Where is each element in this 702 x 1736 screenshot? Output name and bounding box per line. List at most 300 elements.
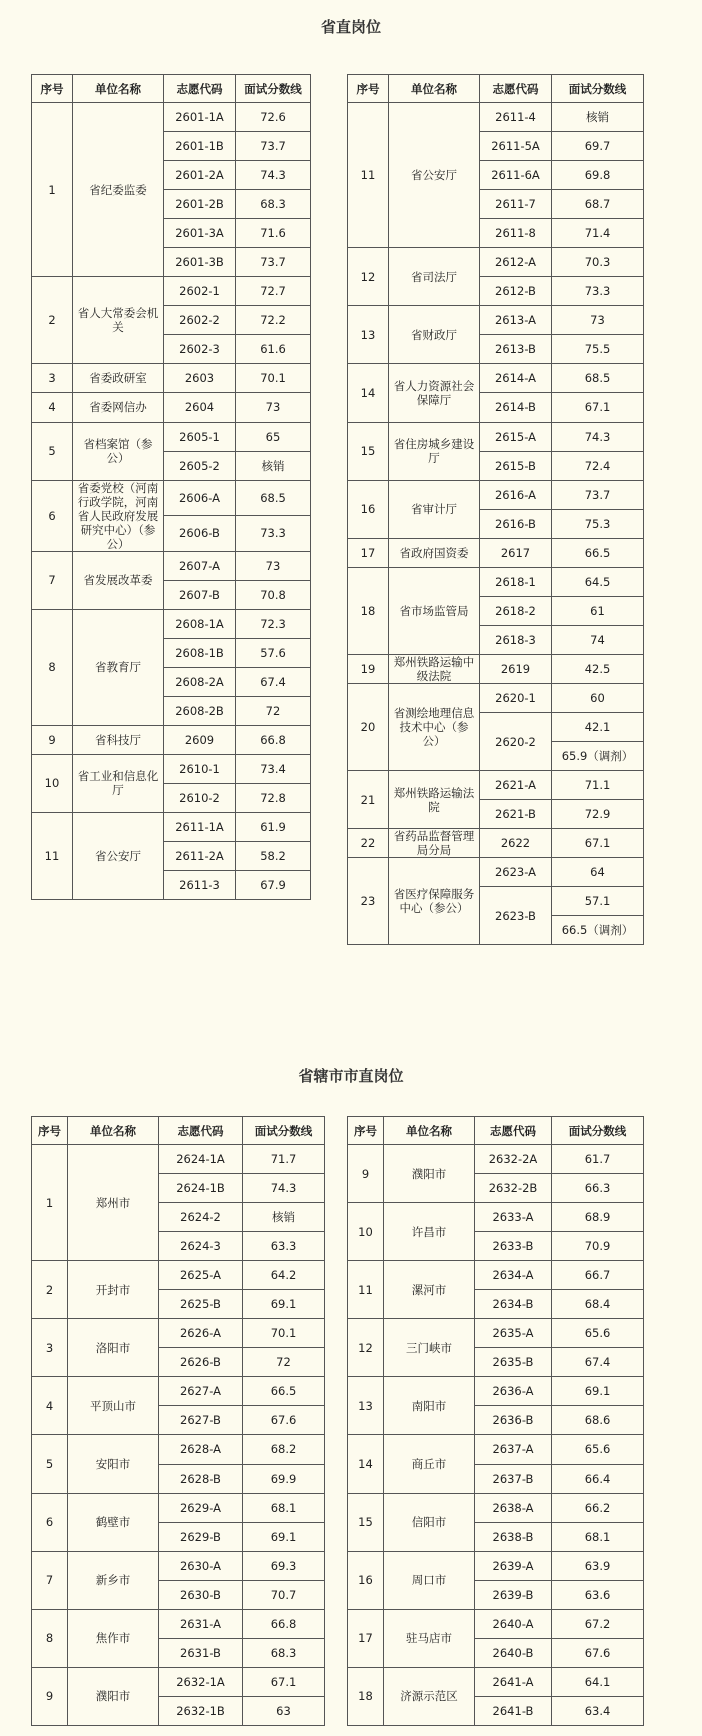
unit-name: 安阳市 xyxy=(68,1435,159,1493)
code-cell: 2639-A xyxy=(475,1551,552,1580)
header-unit: 单位名称 xyxy=(68,1117,159,1145)
score-cell: 68.6 xyxy=(552,1406,644,1435)
table-row xyxy=(32,609,311,638)
row-number: 2 xyxy=(32,1261,68,1319)
code-cell: 2641-B xyxy=(475,1696,552,1725)
code-cell: 2627-A xyxy=(159,1377,243,1406)
code-cell: 2625-A xyxy=(159,1261,243,1290)
row-number: 22 xyxy=(348,829,389,858)
section1-title: 省直岗位 xyxy=(320,18,381,36)
unit-name: 省教育厅 xyxy=(73,609,164,725)
score-cell: 68.4 xyxy=(552,1290,644,1319)
table-row xyxy=(348,422,644,451)
code-cell: 2633-B xyxy=(475,1232,552,1261)
table-row xyxy=(32,1551,325,1580)
row-number: 9 xyxy=(32,725,73,754)
row-number: 13 xyxy=(348,1377,384,1435)
table-row xyxy=(348,1435,644,1464)
unit-name: 洛阳市 xyxy=(68,1319,159,1377)
row-number: 8 xyxy=(32,1609,68,1667)
code-cell: 2638-B xyxy=(475,1522,552,1551)
header-seq: 序号 xyxy=(32,1117,68,1145)
table-row xyxy=(32,1493,325,1522)
score-cell: 66.4 xyxy=(552,1464,644,1493)
unit-name: 周口市 xyxy=(384,1551,475,1609)
code-cell: 2603 xyxy=(164,364,236,393)
unit-name: 省测绘地理信息技术中心（参公） xyxy=(389,683,480,770)
code-cell: 2606-B xyxy=(164,516,236,552)
code-cell: 2602-2 xyxy=(164,306,236,335)
row-number: 3 xyxy=(32,1319,68,1377)
unit-name: 省人大常委会机关 xyxy=(73,277,164,364)
code-cell: 2628-B xyxy=(159,1464,243,1493)
code-cell: 2629-A xyxy=(159,1493,243,1522)
header-unit: 单位名称 xyxy=(389,75,480,103)
code-cell: 2627-B xyxy=(159,1406,243,1435)
score-cell: 66.5（调剂） xyxy=(552,916,644,945)
row-number: 23 xyxy=(348,858,389,945)
code-cell: 2615-A xyxy=(480,422,552,451)
code-cell: 2604 xyxy=(164,393,236,422)
score-cell: 61.7 xyxy=(552,1145,644,1174)
code-cell: 2624-1B xyxy=(159,1174,243,1203)
code-cell: 2624-2 xyxy=(159,1203,243,1232)
table-row xyxy=(348,567,644,596)
score-cell: 64.1 xyxy=(552,1667,644,1696)
header-code: 志愿代码 xyxy=(480,75,552,103)
unit-name: 省科技厅 xyxy=(73,725,164,754)
code-cell: 2609 xyxy=(164,725,236,754)
score-cell: 67.6 xyxy=(552,1638,644,1667)
header-seq: 序号 xyxy=(348,1117,384,1145)
score-cell: 65.6 xyxy=(552,1319,644,1348)
score-cell: 67.1 xyxy=(243,1667,325,1696)
table-row xyxy=(348,654,644,683)
code-cell: 2641-A xyxy=(475,1667,552,1696)
table-row xyxy=(348,1145,644,1174)
row-number: 16 xyxy=(348,1551,384,1609)
score-cell: 74.3 xyxy=(243,1174,325,1203)
table-row xyxy=(348,364,644,393)
score-cell: 68.1 xyxy=(243,1493,325,1522)
code-cell: 2612-B xyxy=(480,277,552,306)
score-cell: 72 xyxy=(243,1348,325,1377)
row-number: 2 xyxy=(32,277,73,364)
score-cell: 68.5 xyxy=(236,480,311,516)
score-cell: 74.3 xyxy=(552,422,644,451)
header-row xyxy=(32,75,311,103)
score-cell: 73.7 xyxy=(552,480,644,509)
score-cell: 73.7 xyxy=(236,248,311,277)
row-number: 4 xyxy=(32,1377,68,1435)
code-cell: 2601-2A xyxy=(164,161,236,190)
code-cell: 2638-A xyxy=(475,1493,552,1522)
code-cell: 2613-B xyxy=(480,335,552,364)
code-cell: 2625-B xyxy=(159,1290,243,1319)
code-cell: 2633-A xyxy=(475,1203,552,1232)
score-cell: 61.6 xyxy=(236,335,311,364)
code-cell: 2617 xyxy=(480,538,552,567)
code-cell: 2630-A xyxy=(159,1551,243,1580)
code-cell: 2623-B xyxy=(480,887,552,945)
code-cell: 2611-7 xyxy=(480,190,552,219)
unit-name: 省纪委监委 xyxy=(73,103,164,277)
table-row xyxy=(348,858,644,887)
header-seq: 序号 xyxy=(32,75,73,103)
row-number: 14 xyxy=(348,364,389,422)
code-cell: 2611-8 xyxy=(480,219,552,248)
table-row xyxy=(32,1667,325,1696)
code-cell: 2624-1A xyxy=(159,1145,243,1174)
code-cell: 2612-A xyxy=(480,248,552,277)
table-row xyxy=(348,1667,644,1696)
score-cell: 69.1 xyxy=(552,1377,644,1406)
code-cell: 2614-B xyxy=(480,393,552,422)
code-cell: 2640-B xyxy=(475,1638,552,1667)
header-unit: 单位名称 xyxy=(73,75,164,103)
row-number: 8 xyxy=(32,609,73,725)
score-cell: 70.3 xyxy=(552,248,644,277)
section2-title: 省辖市市直岗位 xyxy=(298,1067,404,1085)
header-score: 面试分数线 xyxy=(552,1117,644,1145)
score-cell: 66.5 xyxy=(552,538,644,567)
code-cell: 2613-A xyxy=(480,306,552,335)
score-cell: 58.2 xyxy=(236,842,311,871)
code-cell: 2629-B xyxy=(159,1522,243,1551)
code-cell: 2601-3B xyxy=(164,248,236,277)
score-cell: 68.3 xyxy=(243,1638,325,1667)
row-number: 9 xyxy=(348,1145,384,1203)
score-cell: 70.9 xyxy=(552,1232,644,1261)
unit-name: 鹤壁市 xyxy=(68,1493,159,1551)
table-row xyxy=(348,829,644,858)
code-cell: 2631-B xyxy=(159,1638,243,1667)
row-number: 3 xyxy=(32,364,73,393)
score-cell: 70.1 xyxy=(243,1319,325,1348)
score-cell: 64.2 xyxy=(243,1261,325,1290)
unit-name: 省公安厅 xyxy=(389,103,480,248)
score-cell: 67.4 xyxy=(552,1348,644,1377)
score-cell: 71.7 xyxy=(243,1145,325,1174)
unit-name: 三门峡市 xyxy=(384,1319,475,1377)
score-cell: 57.1 xyxy=(552,887,644,916)
score-cell: 69.3 xyxy=(243,1551,325,1580)
code-cell: 2640-A xyxy=(475,1609,552,1638)
header-row xyxy=(348,75,644,103)
table-row xyxy=(348,480,644,509)
score-cell: 67.2 xyxy=(552,1609,644,1638)
unit-name: 开封市 xyxy=(68,1261,159,1319)
table-row xyxy=(32,1145,325,1174)
header-score: 面试分数线 xyxy=(236,75,311,103)
score-cell: 73.3 xyxy=(236,516,311,552)
code-cell: 2632-2B xyxy=(475,1174,552,1203)
section2-left-table xyxy=(31,1116,325,1726)
score-cell: 68.9 xyxy=(552,1203,644,1232)
header-score: 面试分数线 xyxy=(552,75,644,103)
unit-name: 省审计厅 xyxy=(389,480,480,538)
row-number: 15 xyxy=(348,1493,384,1551)
score-cell: 67.1 xyxy=(552,829,644,858)
code-cell: 2620-1 xyxy=(480,683,552,712)
unit-name: 郑州市 xyxy=(68,1145,159,1261)
header-row xyxy=(32,1117,325,1145)
code-cell: 2637-B xyxy=(475,1464,552,1493)
score-cell: 63 xyxy=(243,1696,325,1725)
code-cell: 2621-A xyxy=(480,771,552,800)
code-cell: 2631-A xyxy=(159,1609,243,1638)
score-cell: 71.6 xyxy=(236,219,311,248)
code-cell: 2611-5A xyxy=(480,132,552,161)
code-cell: 2610-2 xyxy=(164,783,236,812)
score-cell: 63.9 xyxy=(552,1551,644,1580)
score-cell: 66.7 xyxy=(552,1261,644,1290)
row-number: 6 xyxy=(32,480,73,551)
score-cell: 72 xyxy=(236,696,311,725)
section2-right-table xyxy=(347,1116,644,1726)
unit-name: 省政府国资委 xyxy=(389,538,480,567)
code-cell: 2611-4 xyxy=(480,103,552,132)
table-row xyxy=(32,1435,325,1464)
header-seq: 序号 xyxy=(348,75,389,103)
code-cell: 2635-A xyxy=(475,1319,552,1348)
unit-name: 省司法厅 xyxy=(389,248,480,306)
score-cell: 64 xyxy=(552,858,644,887)
code-cell: 2634-A xyxy=(475,1261,552,1290)
table-row xyxy=(348,1493,644,1522)
table-row xyxy=(348,1261,644,1290)
table-row xyxy=(348,1377,644,1406)
code-cell: 2632-2A xyxy=(475,1145,552,1174)
code-cell: 2618-1 xyxy=(480,567,552,596)
code-cell: 2610-1 xyxy=(164,754,236,783)
row-number: 10 xyxy=(348,1203,384,1261)
table-row xyxy=(32,725,311,754)
table-row xyxy=(32,480,311,516)
code-cell: 2607-B xyxy=(164,580,236,609)
code-cell: 2602-1 xyxy=(164,277,236,306)
score-cell: 75.5 xyxy=(552,335,644,364)
unit-name: 濮阳市 xyxy=(68,1667,159,1725)
table-row xyxy=(32,813,311,842)
row-number: 16 xyxy=(348,480,389,538)
code-cell: 2634-B xyxy=(475,1290,552,1319)
unit-name: 漯河市 xyxy=(384,1261,475,1319)
unit-name: 焦作市 xyxy=(68,1609,159,1667)
row-number: 5 xyxy=(32,422,73,480)
score-cell: 71.4 xyxy=(552,219,644,248)
code-cell: 2607-A xyxy=(164,551,236,580)
table-row xyxy=(32,393,311,422)
row-number: 5 xyxy=(32,1435,68,1493)
code-cell: 2616-A xyxy=(480,480,552,509)
score-cell: 63.3 xyxy=(243,1232,325,1261)
unit-name: 省药品监督管理局分局 xyxy=(389,829,480,858)
code-cell: 2624-3 xyxy=(159,1232,243,1261)
row-number: 17 xyxy=(348,1609,384,1667)
table-row xyxy=(348,1319,644,1348)
code-cell: 2621-B xyxy=(480,800,552,829)
score-cell: 70.7 xyxy=(243,1580,325,1609)
code-cell: 2616-B xyxy=(480,509,552,538)
score-cell: 67.1 xyxy=(552,393,644,422)
table-row xyxy=(32,364,311,393)
code-cell: 2615-B xyxy=(480,451,552,480)
table-row xyxy=(348,103,644,132)
unit-name: 省档案馆（参公） xyxy=(73,422,164,480)
score-cell: 65.6 xyxy=(552,1435,644,1464)
unit-name: 南阳市 xyxy=(384,1377,475,1435)
table-row xyxy=(32,1609,325,1638)
table-row xyxy=(32,1319,325,1348)
score-cell: 68.1 xyxy=(552,1522,644,1551)
table-row xyxy=(348,1609,644,1638)
unit-name: 许昌市 xyxy=(384,1203,475,1261)
table-row xyxy=(348,771,644,800)
header-code: 志愿代码 xyxy=(159,1117,243,1145)
unit-name: 省委网信办 xyxy=(73,393,164,422)
code-cell: 2611-1A xyxy=(164,813,236,842)
unit-name: 省发展改革委 xyxy=(73,551,164,609)
unit-name: 省公安厅 xyxy=(73,813,164,900)
score-cell: 67.6 xyxy=(243,1406,325,1435)
header-code: 志愿代码 xyxy=(475,1117,552,1145)
code-cell: 2601-2B xyxy=(164,190,236,219)
score-cell: 73 xyxy=(236,393,311,422)
score-cell: 66.5 xyxy=(243,1377,325,1406)
score-cell: 66.2 xyxy=(552,1493,644,1522)
score-cell: 65 xyxy=(236,422,311,451)
code-cell: 2601-3A xyxy=(164,219,236,248)
unit-name: 省市场监管局 xyxy=(389,567,480,654)
row-number: 15 xyxy=(348,422,389,480)
code-cell: 2620-2 xyxy=(480,712,552,770)
code-cell: 2608-1B xyxy=(164,638,236,667)
table-row xyxy=(348,306,644,335)
code-cell: 2622 xyxy=(480,829,552,858)
code-cell: 2623-A xyxy=(480,858,552,887)
score-cell: 73 xyxy=(552,306,644,335)
code-cell: 2639-B xyxy=(475,1580,552,1609)
score-cell: 69.1 xyxy=(243,1522,325,1551)
score-cell: 61.9 xyxy=(236,813,311,842)
row-number: 17 xyxy=(348,538,389,567)
score-cell: 69.1 xyxy=(243,1290,325,1319)
header-code: 志愿代码 xyxy=(164,75,236,103)
table-row xyxy=(32,1261,325,1290)
code-cell: 2628-A xyxy=(159,1435,243,1464)
header-score: 面试分数线 xyxy=(243,1117,325,1145)
code-cell: 2632-1B xyxy=(159,1696,243,1725)
score-cell: 67.4 xyxy=(236,667,311,696)
unit-name: 郑州铁路运输法院 xyxy=(389,771,480,829)
table-row xyxy=(348,683,644,712)
unit-name: 省医疗保障服务中心（参公） xyxy=(389,858,480,945)
score-cell: 60 xyxy=(552,683,644,712)
section1-left-table xyxy=(31,74,311,900)
score-cell: 72.7 xyxy=(236,277,311,306)
header-row xyxy=(348,1117,644,1145)
table-row xyxy=(32,103,311,132)
row-number: 11 xyxy=(348,1261,384,1319)
row-number: 19 xyxy=(348,654,389,683)
code-cell: 2618-3 xyxy=(480,625,552,654)
unit-name: 省委党校（河南行政学院，河南省人民政府发展研究中心）（参公） xyxy=(73,480,164,551)
score-cell: 68.7 xyxy=(552,190,644,219)
score-cell: 61 xyxy=(552,596,644,625)
table-row xyxy=(348,1551,644,1580)
score-cell: 核销 xyxy=(552,103,644,132)
code-cell: 2636-B xyxy=(475,1406,552,1435)
unit-name: 郑州铁路运输中级法院 xyxy=(389,654,480,683)
score-cell: 75.3 xyxy=(552,509,644,538)
code-cell: 2637-A xyxy=(475,1435,552,1464)
score-cell: 69.8 xyxy=(552,161,644,190)
code-cell: 2618-2 xyxy=(480,596,552,625)
code-cell: 2601-1B xyxy=(164,132,236,161)
unit-name: 省财政厅 xyxy=(389,306,480,364)
score-cell: 71.1 xyxy=(552,771,644,800)
table-row xyxy=(32,422,311,451)
code-cell: 2605-1 xyxy=(164,422,236,451)
score-cell: 66.3 xyxy=(552,1174,644,1203)
unit-name: 济源示范区 xyxy=(384,1667,475,1725)
score-cell: 68.2 xyxy=(243,1435,325,1464)
row-number: 12 xyxy=(348,248,389,306)
score-cell: 63.6 xyxy=(552,1580,644,1609)
code-cell: 2611-3 xyxy=(164,871,236,900)
code-cell: 2605-2 xyxy=(164,451,236,480)
score-cell: 57.6 xyxy=(236,638,311,667)
score-cell: 69.9 xyxy=(243,1464,325,1493)
code-cell: 2626-B xyxy=(159,1348,243,1377)
code-cell: 2626-A xyxy=(159,1319,243,1348)
score-cell: 69.7 xyxy=(552,132,644,161)
section1-right-table xyxy=(347,74,644,945)
score-cell: 66.8 xyxy=(243,1609,325,1638)
table-row xyxy=(348,1203,644,1232)
code-cell: 2606-A xyxy=(164,480,236,516)
code-cell: 2608-2A xyxy=(164,667,236,696)
row-number: 12 xyxy=(348,1319,384,1377)
code-cell: 2608-1A xyxy=(164,609,236,638)
unit-name: 省工业和信息化厅 xyxy=(73,754,164,812)
unit-name: 商丘市 xyxy=(384,1435,475,1493)
row-number: 1 xyxy=(32,1145,68,1261)
table-row xyxy=(348,538,644,567)
score-cell: 72.9 xyxy=(552,800,644,829)
code-cell: 2636-A xyxy=(475,1377,552,1406)
unit-name: 濮阳市 xyxy=(384,1145,475,1203)
row-number: 11 xyxy=(348,103,389,248)
score-cell: 42.5 xyxy=(552,654,644,683)
score-cell: 72.8 xyxy=(236,783,311,812)
score-cell: 72.2 xyxy=(236,306,311,335)
score-cell: 68.3 xyxy=(236,190,311,219)
score-cell: 73.4 xyxy=(236,754,311,783)
table-row xyxy=(32,551,311,580)
row-number: 21 xyxy=(348,771,389,829)
code-cell: 2630-B xyxy=(159,1580,243,1609)
unit-name: 省住房城乡建设厅 xyxy=(389,422,480,480)
score-cell: 67.9 xyxy=(236,871,311,900)
row-number: 1 xyxy=(32,103,73,277)
score-cell: 64.5 xyxy=(552,567,644,596)
score-cell: 66.8 xyxy=(236,725,311,754)
table-row xyxy=(32,1377,325,1406)
code-cell: 2602-3 xyxy=(164,335,236,364)
row-number: 10 xyxy=(32,754,73,812)
